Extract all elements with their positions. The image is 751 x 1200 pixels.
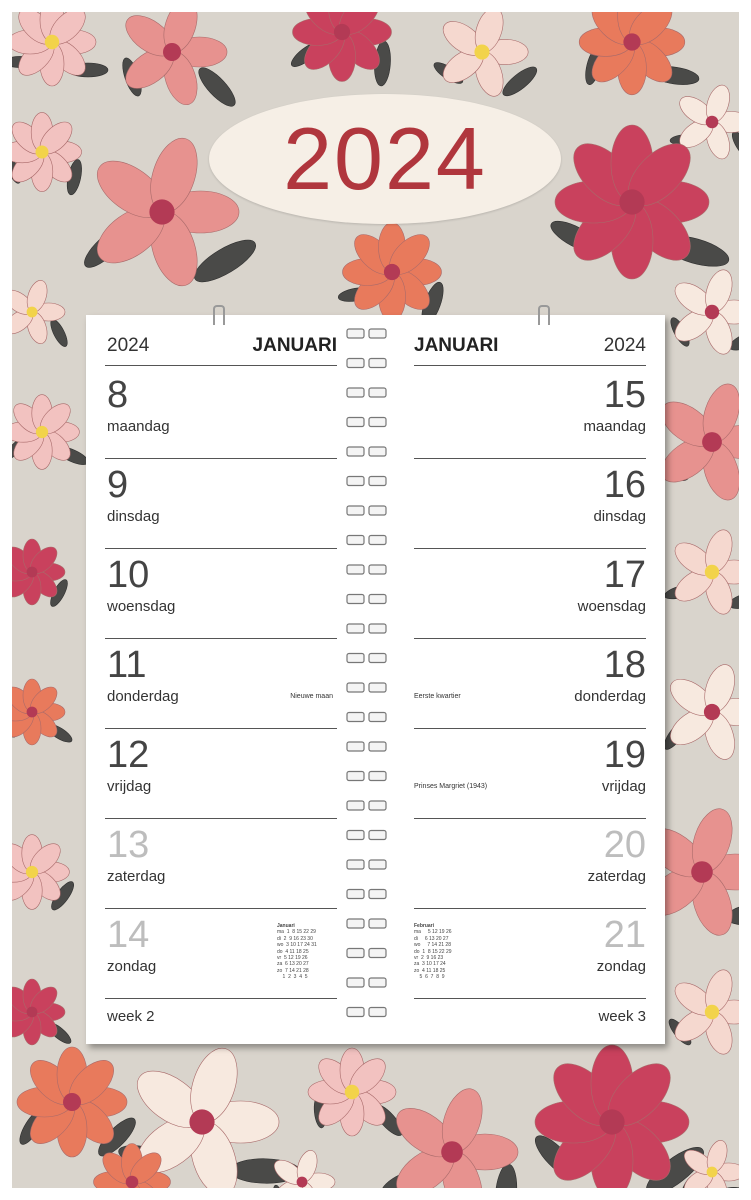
day-rule — [414, 458, 646, 459]
year-oval — [209, 94, 561, 224]
spiral-ring — [347, 1008, 364, 1017]
day-16 — [414, 463, 646, 553]
spiral-ring — [347, 772, 364, 781]
leaf-decoration — [48, 317, 71, 348]
left-page-header — [105, 335, 337, 365]
spiral-ring — [347, 890, 364, 899]
spiral-ring — [369, 506, 386, 515]
flower-decoration — [308, 1048, 396, 1136]
day-rule — [414, 548, 646, 549]
spiral-ring — [347, 742, 364, 751]
mini-calendar-row: di 6 13 20 27 — [414, 935, 449, 942]
day-name: zaterdag — [107, 868, 166, 885]
spiral-ring — [369, 624, 386, 633]
day-name: vrijdag — [107, 778, 152, 795]
day-number: 13 — [107, 824, 150, 866]
flower-decoration — [343, 223, 442, 322]
flower-decoration — [680, 1138, 739, 1188]
day-17 — [414, 553, 646, 643]
spiral-ring — [347, 388, 364, 397]
day-8 — [105, 373, 337, 463]
spiral-ring — [369, 359, 386, 368]
mini-calendar-row: do 4 11 18 25 — [277, 948, 309, 955]
mini-calendar-row: do 1 8 15 22 29 — [414, 948, 452, 955]
spiral-ring — [369, 1008, 386, 1017]
mini-calendar-februari — [414, 923, 474, 981]
day-rule — [105, 458, 337, 459]
flower-decoration — [17, 1047, 127, 1157]
day-9 — [105, 463, 337, 553]
day-name: dinsdag — [593, 508, 646, 525]
right-year: 2024 — [603, 335, 646, 356]
day-name: woensdag — [577, 598, 646, 615]
spiral-ring — [369, 742, 386, 751]
spiral-ring — [347, 683, 364, 692]
day-number: 9 — [107, 464, 129, 506]
mini-calendar-title: Januari — [277, 923, 295, 929]
spiral-ring — [369, 477, 386, 486]
day-rule — [414, 908, 646, 909]
day-rule — [105, 728, 337, 729]
spiral-ring — [347, 536, 364, 545]
day-name: donderdag — [107, 688, 179, 705]
leaf-decoration — [189, 232, 262, 289]
spiral-ring — [347, 477, 364, 486]
day-number: 8 — [107, 374, 129, 416]
flower-decoration — [555, 125, 709, 279]
day-name: maandag — [583, 418, 646, 435]
spiral-ring — [369, 683, 386, 692]
spiral-ring — [369, 536, 386, 545]
day-note: Prinses Margriet (1943) — [414, 783, 488, 790]
spiral-ring — [347, 919, 364, 928]
day-20 — [414, 823, 646, 913]
mini-calendar-row: di 2 9 16 23 30 — [277, 935, 313, 942]
day-number: 19 — [603, 734, 646, 776]
right-page — [414, 315, 646, 1044]
mini-calendar-row: vr 2 9 16 23 — [414, 955, 444, 962]
spiral-ring — [369, 772, 386, 781]
right-page-header — [414, 335, 646, 365]
mini-calendar-row: ma 5 12 19 26 — [414, 929, 452, 936]
spiral-ring — [347, 565, 364, 574]
day-11 — [105, 643, 337, 733]
mini-calendar-row: wo 3 10 17 24 31 — [277, 942, 317, 949]
day-rule — [105, 548, 337, 549]
mini-calendar-row: za 6 13 20 27 — [277, 961, 309, 968]
spiral-ring — [369, 565, 386, 574]
spiral-ring — [347, 624, 364, 633]
spiral-ring — [347, 801, 364, 810]
day-name: zaterdag — [587, 868, 646, 885]
left-month: JANUARI — [252, 335, 337, 356]
spiral-ring — [369, 447, 386, 456]
spiral-ring — [369, 860, 386, 869]
day-name: woensdag — [107, 598, 176, 615]
day-name: vrijdag — [601, 778, 646, 795]
spiral-ring — [369, 418, 386, 427]
flower-decoration — [664, 661, 739, 763]
spiral-ring — [369, 978, 386, 987]
cover-year: 2024 — [283, 109, 487, 208]
day-name: zondag — [107, 958, 157, 975]
week-number-right: week 3 — [598, 1008, 646, 1025]
spiral-ring — [369, 595, 386, 604]
day-15 — [414, 373, 646, 463]
calendar-pad — [86, 315, 665, 1044]
day-rule — [105, 908, 337, 909]
week-number-left: week 2 — [107, 1008, 155, 1025]
spiral-ring — [347, 860, 364, 869]
day-18 — [414, 643, 646, 733]
day-name: zondag — [596, 958, 646, 975]
day-number: 20 — [603, 824, 646, 866]
day-name: dinsdag — [107, 508, 160, 525]
day-rule — [414, 728, 646, 729]
day-rule — [414, 998, 646, 999]
mini-calendar-row: zo 7 14 21 28 — [277, 967, 309, 974]
leaf-decoration — [499, 62, 541, 100]
spiral-ring — [369, 654, 386, 663]
mini-calendar-row: zo 4 11 18 25 — [414, 967, 446, 974]
left-year: 2024 — [107, 335, 150, 356]
day-12 — [105, 733, 337, 823]
flower-decoration — [388, 1084, 518, 1188]
leaf-decoration — [194, 63, 241, 112]
spiral-ring — [347, 713, 364, 722]
left-page — [105, 315, 337, 1044]
spiral-ring — [369, 388, 386, 397]
day-note: Nieuwe maan — [290, 693, 333, 700]
header-rule — [105, 365, 337, 366]
day-number: 12 — [107, 734, 150, 776]
day-rule — [414, 638, 646, 639]
spiral-ring — [347, 831, 364, 840]
header-rule — [414, 365, 646, 366]
day-19 — [414, 733, 646, 823]
flower-decoration — [669, 526, 739, 617]
day-10 — [105, 553, 337, 643]
spiral-ring — [369, 831, 386, 840]
mini-calendar-row: 5 6 7 8 9 — [414, 974, 445, 981]
spiral-ring — [347, 949, 364, 958]
spiral-ring — [369, 890, 386, 899]
spiral-ring — [369, 713, 386, 722]
spiral-ring — [347, 447, 364, 456]
spiral-ring — [369, 329, 386, 338]
day-rule — [105, 998, 337, 999]
day-number: 15 — [603, 374, 646, 416]
day-rule — [414, 818, 646, 819]
mini-calendar-januari — [277, 923, 337, 981]
flower-decoration — [653, 379, 739, 504]
spiral-ring — [347, 418, 364, 427]
spiral-ring — [369, 801, 386, 810]
flower-decoration — [669, 266, 739, 357]
day-number: 16 — [603, 464, 646, 506]
spiral-ring — [347, 506, 364, 515]
day-number: 18 — [603, 644, 646, 686]
day-rule — [105, 638, 337, 639]
mini-calendar-row: 1 2 3 4 5 — [277, 974, 308, 981]
spiral-ring — [369, 949, 386, 958]
day-number: 21 — [603, 914, 646, 956]
day-name: donderdag — [574, 688, 646, 705]
right-month: JANUARI — [414, 335, 499, 356]
spiral-ring — [347, 595, 364, 604]
mini-calendar-row: ma 1 8 15 22 29 — [277, 929, 316, 936]
mini-calendar-row: wo 7 14 21 28 — [414, 942, 451, 949]
day-name: maandag — [107, 418, 170, 435]
day-number: 11 — [107, 644, 147, 686]
day-number: 17 — [603, 554, 646, 596]
spiral-ring — [347, 654, 364, 663]
day-number: 10 — [107, 554, 150, 596]
flower-decoration — [669, 966, 739, 1057]
spiral-ring — [347, 978, 364, 987]
spiral-ring — [347, 359, 364, 368]
day-rule — [105, 818, 337, 819]
mini-calendar-row: za 3 10 17 24 — [414, 961, 446, 968]
spiral-ring — [347, 329, 364, 338]
mini-calendar-title: Februari — [414, 923, 435, 929]
leaf-decoration — [728, 129, 739, 165]
day-13 — [105, 823, 337, 913]
day-note: Eerste kwartier — [414, 693, 461, 700]
mini-calendar-row: vr 5 12 19 26 — [277, 955, 308, 962]
spiral-ring — [369, 919, 386, 928]
flower-decoration — [535, 1045, 689, 1188]
day-number: 14 — [107, 914, 150, 956]
spiral-binding — [345, 321, 389, 1041]
